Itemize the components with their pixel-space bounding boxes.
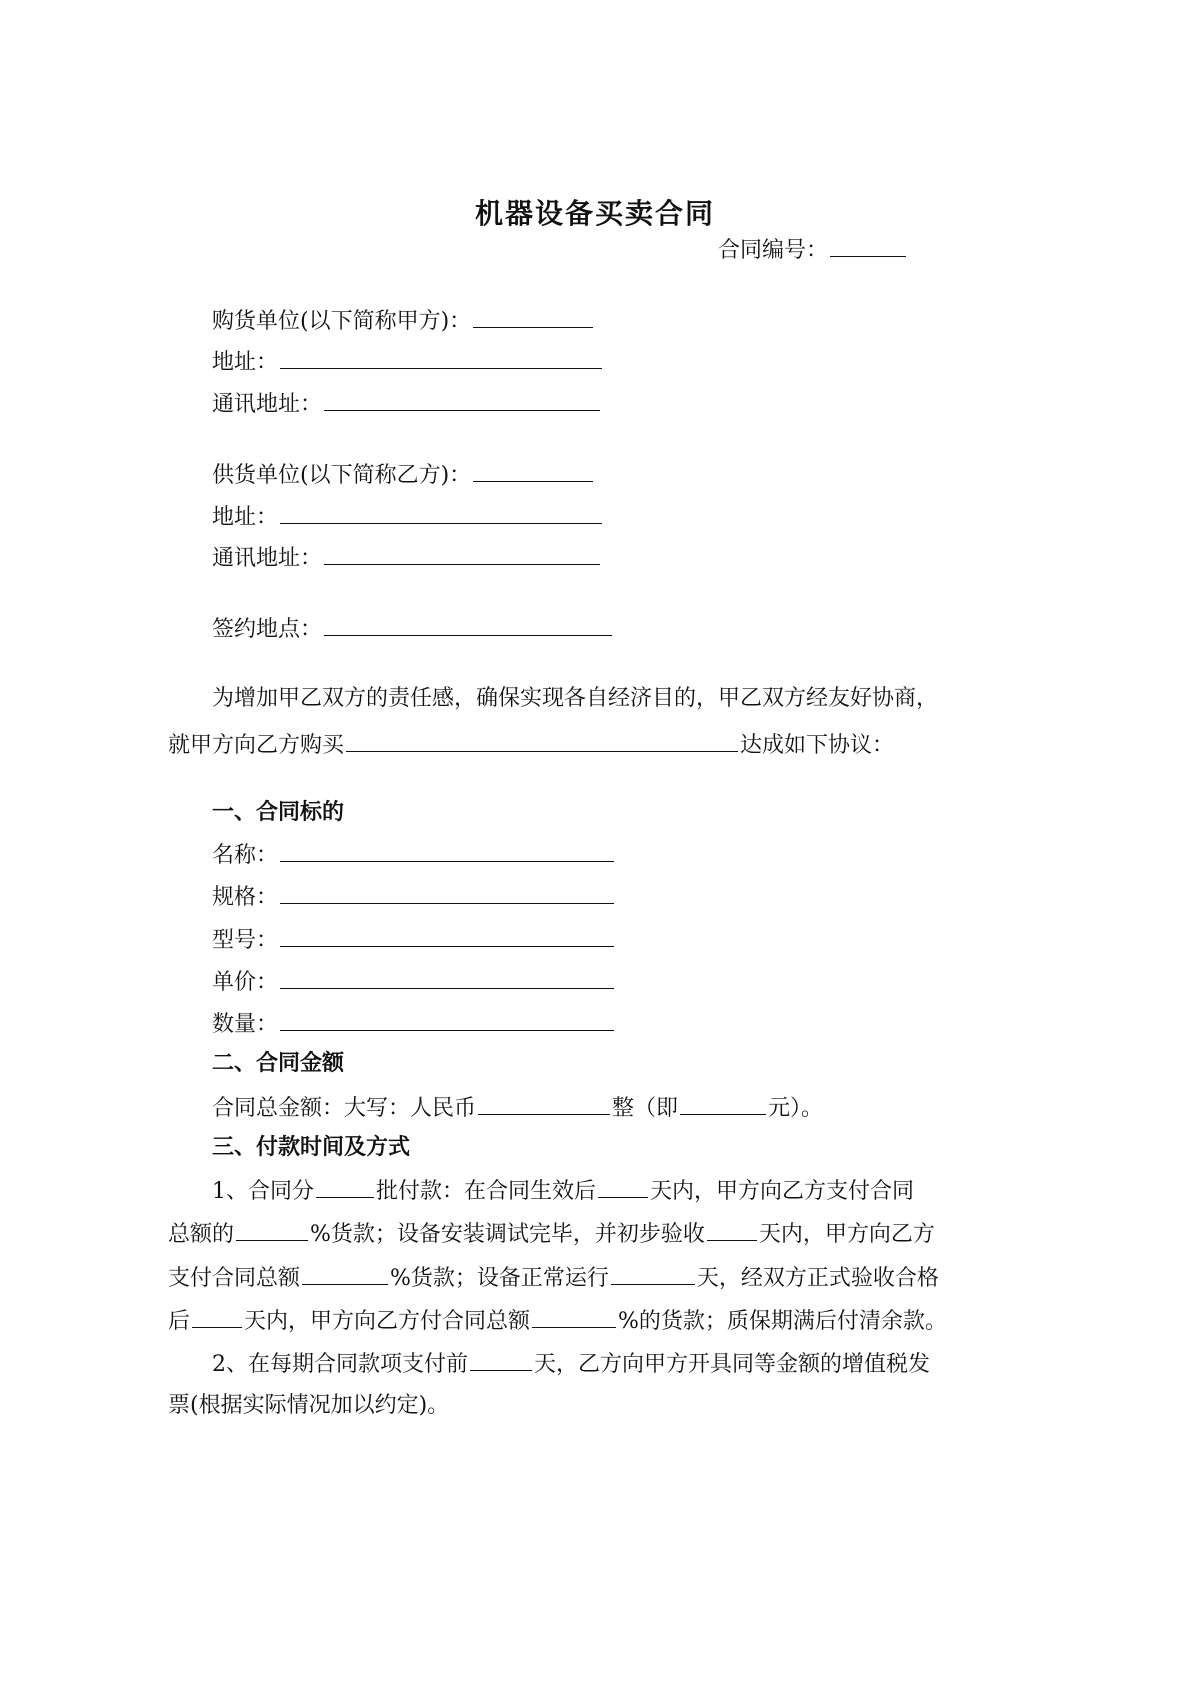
intro-line-1: 为增加甲乙双方的责任感，确保实现各自经济目的，甲乙双方经友好协商，: [212, 686, 939, 711]
payment-text: 天内，甲方向乙方支付合同: [650, 1179, 915, 1204]
total-amount-label: 合同总金额：大写：人民币: [212, 1096, 477, 1121]
invoice-days-blank[interactable]: [470, 1348, 532, 1371]
document-title: 机器设备买卖合同: [474, 197, 715, 230]
subject-price-row: [212, 966, 616, 998]
party-a-mail-row: [212, 388, 602, 420]
party-b-mail-row: [212, 542, 602, 574]
first-percent-blank[interactable]: [236, 1218, 308, 1241]
party-b-name-blank[interactable]: [473, 459, 593, 482]
party-a-name-label: 购货单位(以下简称甲方)：: [212, 309, 472, 334]
invoice-text: 天，乙方向甲方开具同等金额的增值税发: [534, 1352, 931, 1377]
party-a-address-row: [212, 346, 604, 378]
subject-spec-row: [212, 881, 616, 913]
sign-place-blank[interactable]: [324, 613, 612, 636]
party-b-mail-label: 通讯地址：: [212, 546, 323, 571]
subject-name-row: [212, 839, 616, 871]
contract-number-row: [718, 234, 908, 266]
payment-text: 后: [168, 1309, 191, 1334]
sign-place-label: 签约地点：: [212, 617, 323, 642]
payment-line-1: [212, 1175, 914, 1207]
subject-quantity-row: [212, 1008, 616, 1040]
invoice-line-1: [212, 1348, 930, 1380]
purchase-item-blank[interactable]: [346, 729, 738, 752]
total-amount-row: [212, 1092, 823, 1124]
party-a-address-blank[interactable]: [280, 346, 602, 369]
subject-model-row: [212, 924, 616, 956]
subject-name-label: 名称：: [212, 843, 279, 868]
third-percent-blank[interactable]: [532, 1305, 616, 1328]
days-after-final-blank[interactable]: [192, 1305, 242, 1328]
payment-text: %货款；设备正常运行: [390, 1266, 609, 1291]
subject-spec-blank[interactable]: [280, 881, 614, 904]
party-a-mail-label: 通讯地址：: [212, 392, 323, 417]
payment-text: %货款；设备安装调试完毕，并初步验收: [310, 1222, 705, 1247]
payment-text: 总额的: [168, 1222, 235, 1247]
second-percent-blank[interactable]: [302, 1262, 388, 1285]
subject-spec-label: 规格：: [212, 885, 279, 910]
party-b-address-blank[interactable]: [280, 501, 602, 524]
subject-price-label: 单价：: [212, 970, 279, 995]
amount-words-blank[interactable]: [478, 1092, 610, 1115]
payment-text: 天内，甲方向乙方付合同总额: [244, 1309, 531, 1334]
payment-text: 批付款：在合同生效后: [376, 1179, 597, 1204]
subject-quantity-label: 数量：: [212, 1012, 279, 1037]
contract-number-blank[interactable]: [830, 234, 906, 257]
section-3-heading: 三、付款时间及方式: [212, 1135, 411, 1160]
subject-model-blank[interactable]: [280, 924, 614, 947]
payment-line-3: [168, 1262, 939, 1294]
party-b-name-row: [212, 459, 595, 491]
party-a-name-row: [212, 305, 595, 337]
party-a-name-blank[interactable]: [473, 305, 593, 328]
payment-text: 支付合同总额: [168, 1266, 301, 1291]
payment-text: %的货款；质保期满后付清余款。: [618, 1309, 947, 1334]
payment-line-2: [168, 1218, 935, 1250]
contract-number-label: 合同编号：: [718, 238, 829, 263]
intro-text-a: 就甲方向乙方购买: [168, 733, 345, 758]
days-after-acceptance-blank[interactable]: [707, 1218, 757, 1241]
installments-blank[interactable]: [316, 1175, 374, 1198]
payment-line-4: [168, 1305, 947, 1337]
days-after-effective-blank[interactable]: [598, 1175, 648, 1198]
invoice-line-2: 票(根据实际情况加以约定)。: [168, 1393, 450, 1418]
subject-price-blank[interactable]: [280, 966, 614, 989]
party-b-mail-blank[interactable]: [324, 542, 600, 565]
section-2-heading: 二、合同金额: [212, 1051, 345, 1076]
amount-number-blank[interactable]: [680, 1092, 766, 1115]
sign-place-row: [212, 613, 614, 645]
subject-quantity-blank[interactable]: [280, 1008, 614, 1031]
operation-days-blank[interactable]: [611, 1262, 695, 1285]
subject-model-label: 型号：: [212, 928, 279, 953]
party-b-address-label: 地址：: [212, 505, 279, 530]
payment-text: 天内，甲方向乙方: [758, 1222, 935, 1247]
payment-text: 天，经双方正式验收合格: [696, 1266, 939, 1291]
party-b-address-row: [212, 501, 604, 533]
total-amount-mid: 整（即: [612, 1096, 679, 1121]
section-1-heading: 一、合同标的: [212, 800, 345, 825]
intro-line-2: [168, 729, 894, 761]
invoice-text: 2、在每期合同款项支付前: [212, 1352, 468, 1377]
party-b-name-label: 供货单位(以下简称乙方)：: [212, 463, 472, 488]
total-amount-end: 元）。: [768, 1096, 824, 1121]
subject-name-blank[interactable]: [280, 839, 614, 862]
party-a-address-label: 地址：: [212, 350, 279, 375]
intro-text-b: 达成如下协议：: [740, 733, 895, 758]
payment-text: 1、合同分: [212, 1179, 314, 1204]
party-a-mail-blank[interactable]: [324, 388, 600, 411]
